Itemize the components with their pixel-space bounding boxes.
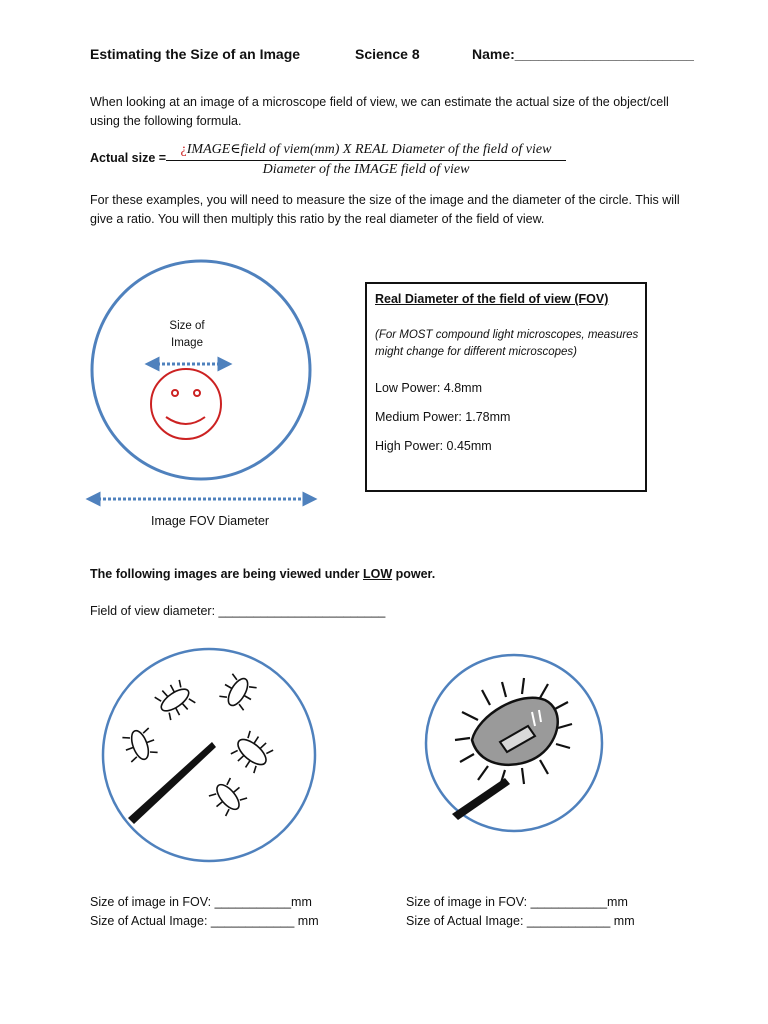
class-name: Science 8	[355, 46, 420, 62]
bacteria-icon	[121, 672, 276, 819]
medium-power-value: Medium Power: 1.78mm	[375, 410, 511, 424]
left-size-in-fov-field[interactable]: Size of image in FOV: ___________mm	[90, 895, 312, 909]
worksheet-title: Estimating the Size of an Image	[90, 46, 301, 62]
left-pointer-icon	[128, 742, 216, 824]
magnified-bacterium-icon	[455, 678, 572, 786]
left-fov-circle	[103, 649, 315, 861]
size-of-image-label	[152, 318, 222, 352]
high-power-value: High Power: 0.45mm	[375, 439, 492, 453]
size-label-line2: Image	[171, 337, 203, 349]
formula-prefix: ¿	[180, 142, 187, 157]
exercise-power-emphasis: LOW	[362, 567, 393, 581]
fov-diameter-field[interactable]: Field of view diameter: ________________________	[90, 604, 386, 618]
fov-box-title: Real Diameter of the field of view (FOV)	[375, 292, 609, 306]
intro-paragraph: When looking at an image of a microscope field of view, we can estimate the actual size of the object/cell using the following formula.	[90, 95, 669, 128]
left-actual-size-field[interactable]: Size of Actual Image: ____________ mm	[90, 914, 319, 928]
exercise-intro-end: power.	[392, 567, 436, 581]
formula-numerator-text: IMAGE∈field of viem(mm) X REAL Diameter of the field of view	[186, 142, 552, 157]
right-actual-size-field[interactable]: Size of Actual Image: ____________ mm	[406, 914, 635, 928]
smiley-face-icon	[151, 369, 221, 439]
formula-label: Actual size =	[90, 151, 167, 165]
fov-reference-box	[365, 282, 647, 492]
fov-box-note: (For MOST compound light microscopes, measures might change for different microscopes)	[375, 329, 639, 358]
fov-diameter-label: Image FOV Diameter	[151, 514, 270, 528]
right-pointer-icon	[452, 778, 510, 820]
low-power-value: Low Power: 4.8mm	[375, 381, 482, 395]
instructions-paragraph: For these examples, you will need to measure the size of the image and the diameter of the circle. This will give a ratio. You will then multiply this ratio by the real diameter of the field of view.	[90, 193, 680, 226]
exercise-intro	[90, 567, 435, 581]
name-field[interactable]: Name:_______________________	[472, 46, 694, 62]
formula-denominator: Diameter of the IMAGE field of view	[262, 162, 470, 177]
right-size-in-fov-field[interactable]: Size of image in FOV: ___________mm	[406, 895, 628, 909]
exercise-intro-text: The following images are being viewed under	[90, 567, 363, 581]
fov-circle	[92, 261, 310, 479]
size-label-line1: Size of	[169, 320, 205, 332]
